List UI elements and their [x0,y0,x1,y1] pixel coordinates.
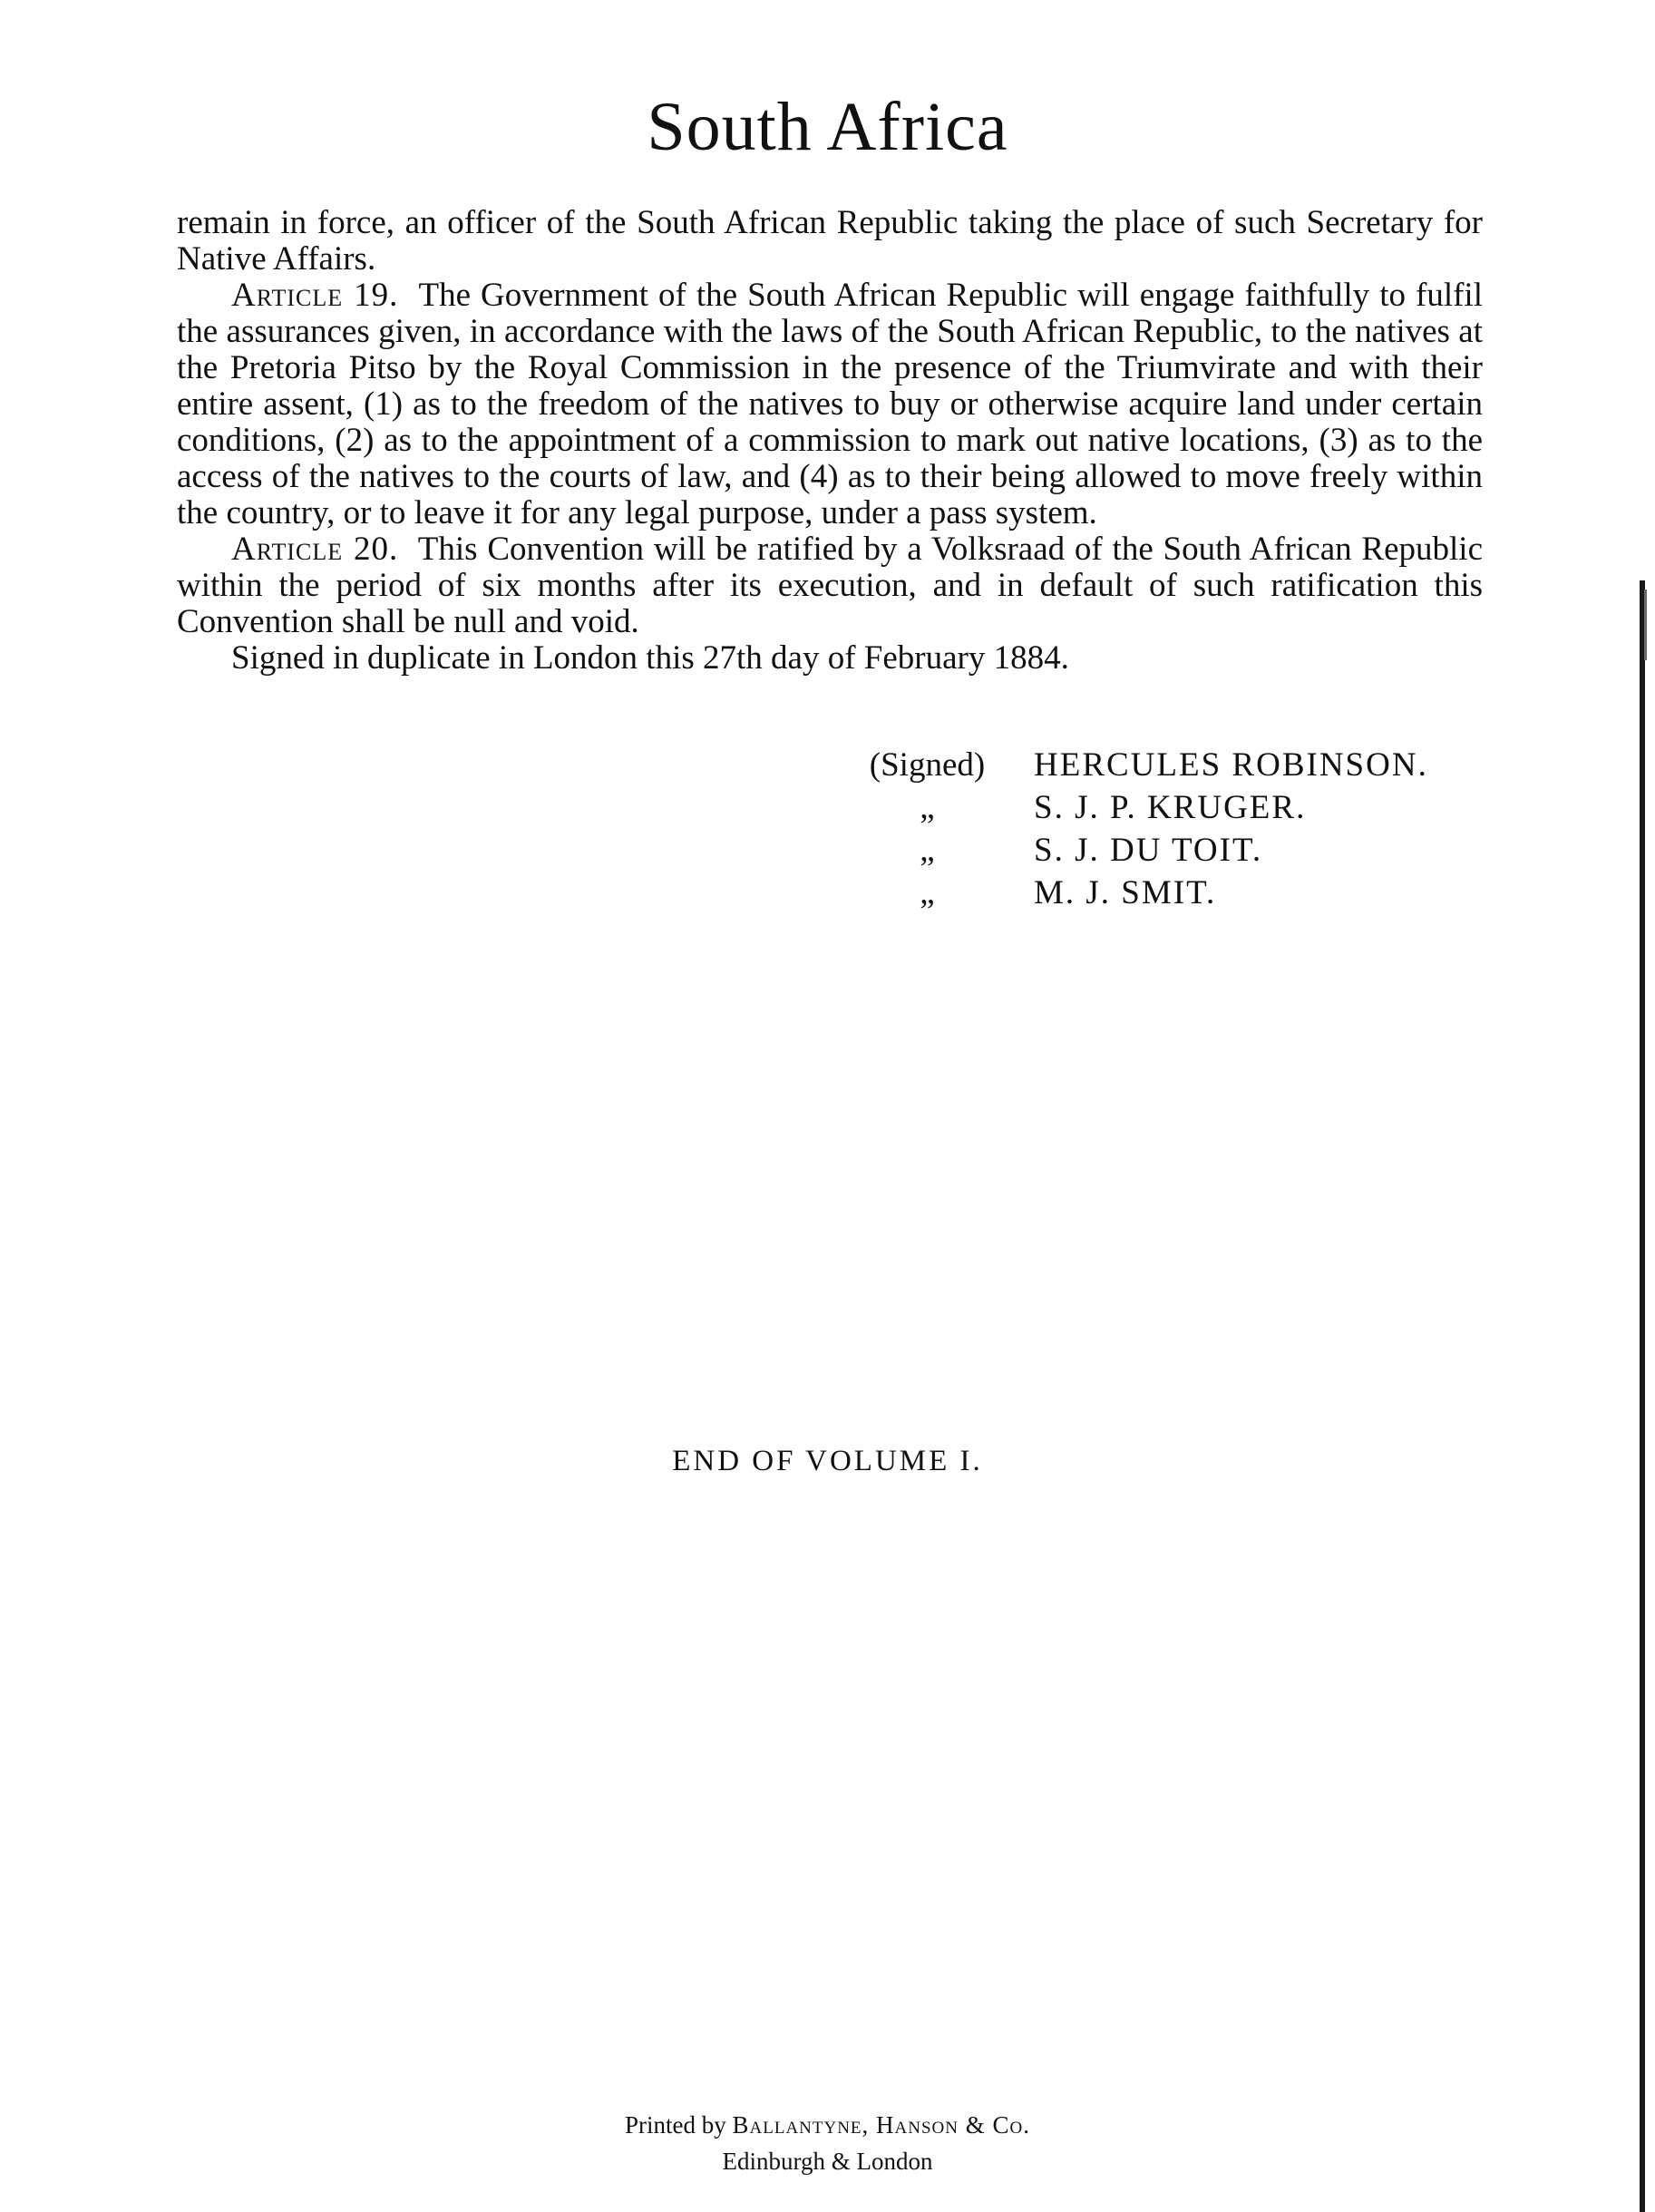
signature-row [839,872,1428,914]
signature-block [839,744,1428,914]
signature-mark: (Signed) [869,746,986,784]
signature-row [839,786,1428,829]
signature-row [839,744,1428,786]
binding-edge-shadow [1644,590,1647,660]
ditto-mark: „ [920,874,935,911]
printer-imprint [0,2107,1655,2179]
article-20-label: Article 20. [231,531,399,568]
article-19-text: The Government of the South African Republic will engage faithfully to fulfil the assurances given, in accordance with the laws of the South African Republic, to the natives at the Pretoria Pitso by the Royal Commission in the presence of the Triumvirate and with their entire assent, (1) as to the freedom of the natives to buy or otherwise acquire land under certain conditions, (2) as to the appointment of a commission to mark out native locations, (3) as to the access of the natives to the courts of law, and (4) as to their being allowed to move freely within the country, or to leave it for any legal purpose, under a pass system. [177,277,1483,531]
ditto-mark: „ [920,789,935,826]
paragraph-continuation: remain in force, an officer of the South African Republic taking the place of such Secretary for Native Affairs. [177,204,1483,278]
binding-edge [1640,580,1645,2212]
signatory-name: HERCULES ROBINSON. [1034,746,1428,784]
ditto-mark: „ [920,832,935,869]
article-20-text: This Convention will be ratified by a Volksraad of the South African Republic within the period of six months after its execution, and in default of such ratification this Convention shall be null and void. [177,531,1484,640]
paragraph-article-19 [177,278,1483,531]
signature-row [839,829,1428,872]
signatory-name: S. J. P. KRUGER. [1034,789,1307,826]
signatory-name: M. J. SMIT. [1034,874,1217,911]
signatory-name: S. J. DU TOIT. [1034,832,1263,869]
signed-line: Signed in duplicate in London this 27th day of February 1884. [231,639,1069,677]
imprint-line-1 [0,2107,1655,2143]
printer-name: Ballantyne, Hanson & Co. [732,2111,1030,2139]
body-text [177,205,1483,677]
article-19-label: Article 19. [231,277,399,314]
imprint-line-2: Edinburgh & London [722,2148,933,2175]
end-of-volume-note: END OF VOLUME I. [672,1445,983,1477]
imprint-prefix: Printed by [625,2111,726,2139]
paragraph-article-20 [177,531,1483,640]
page-title: South Africa [647,89,1008,165]
